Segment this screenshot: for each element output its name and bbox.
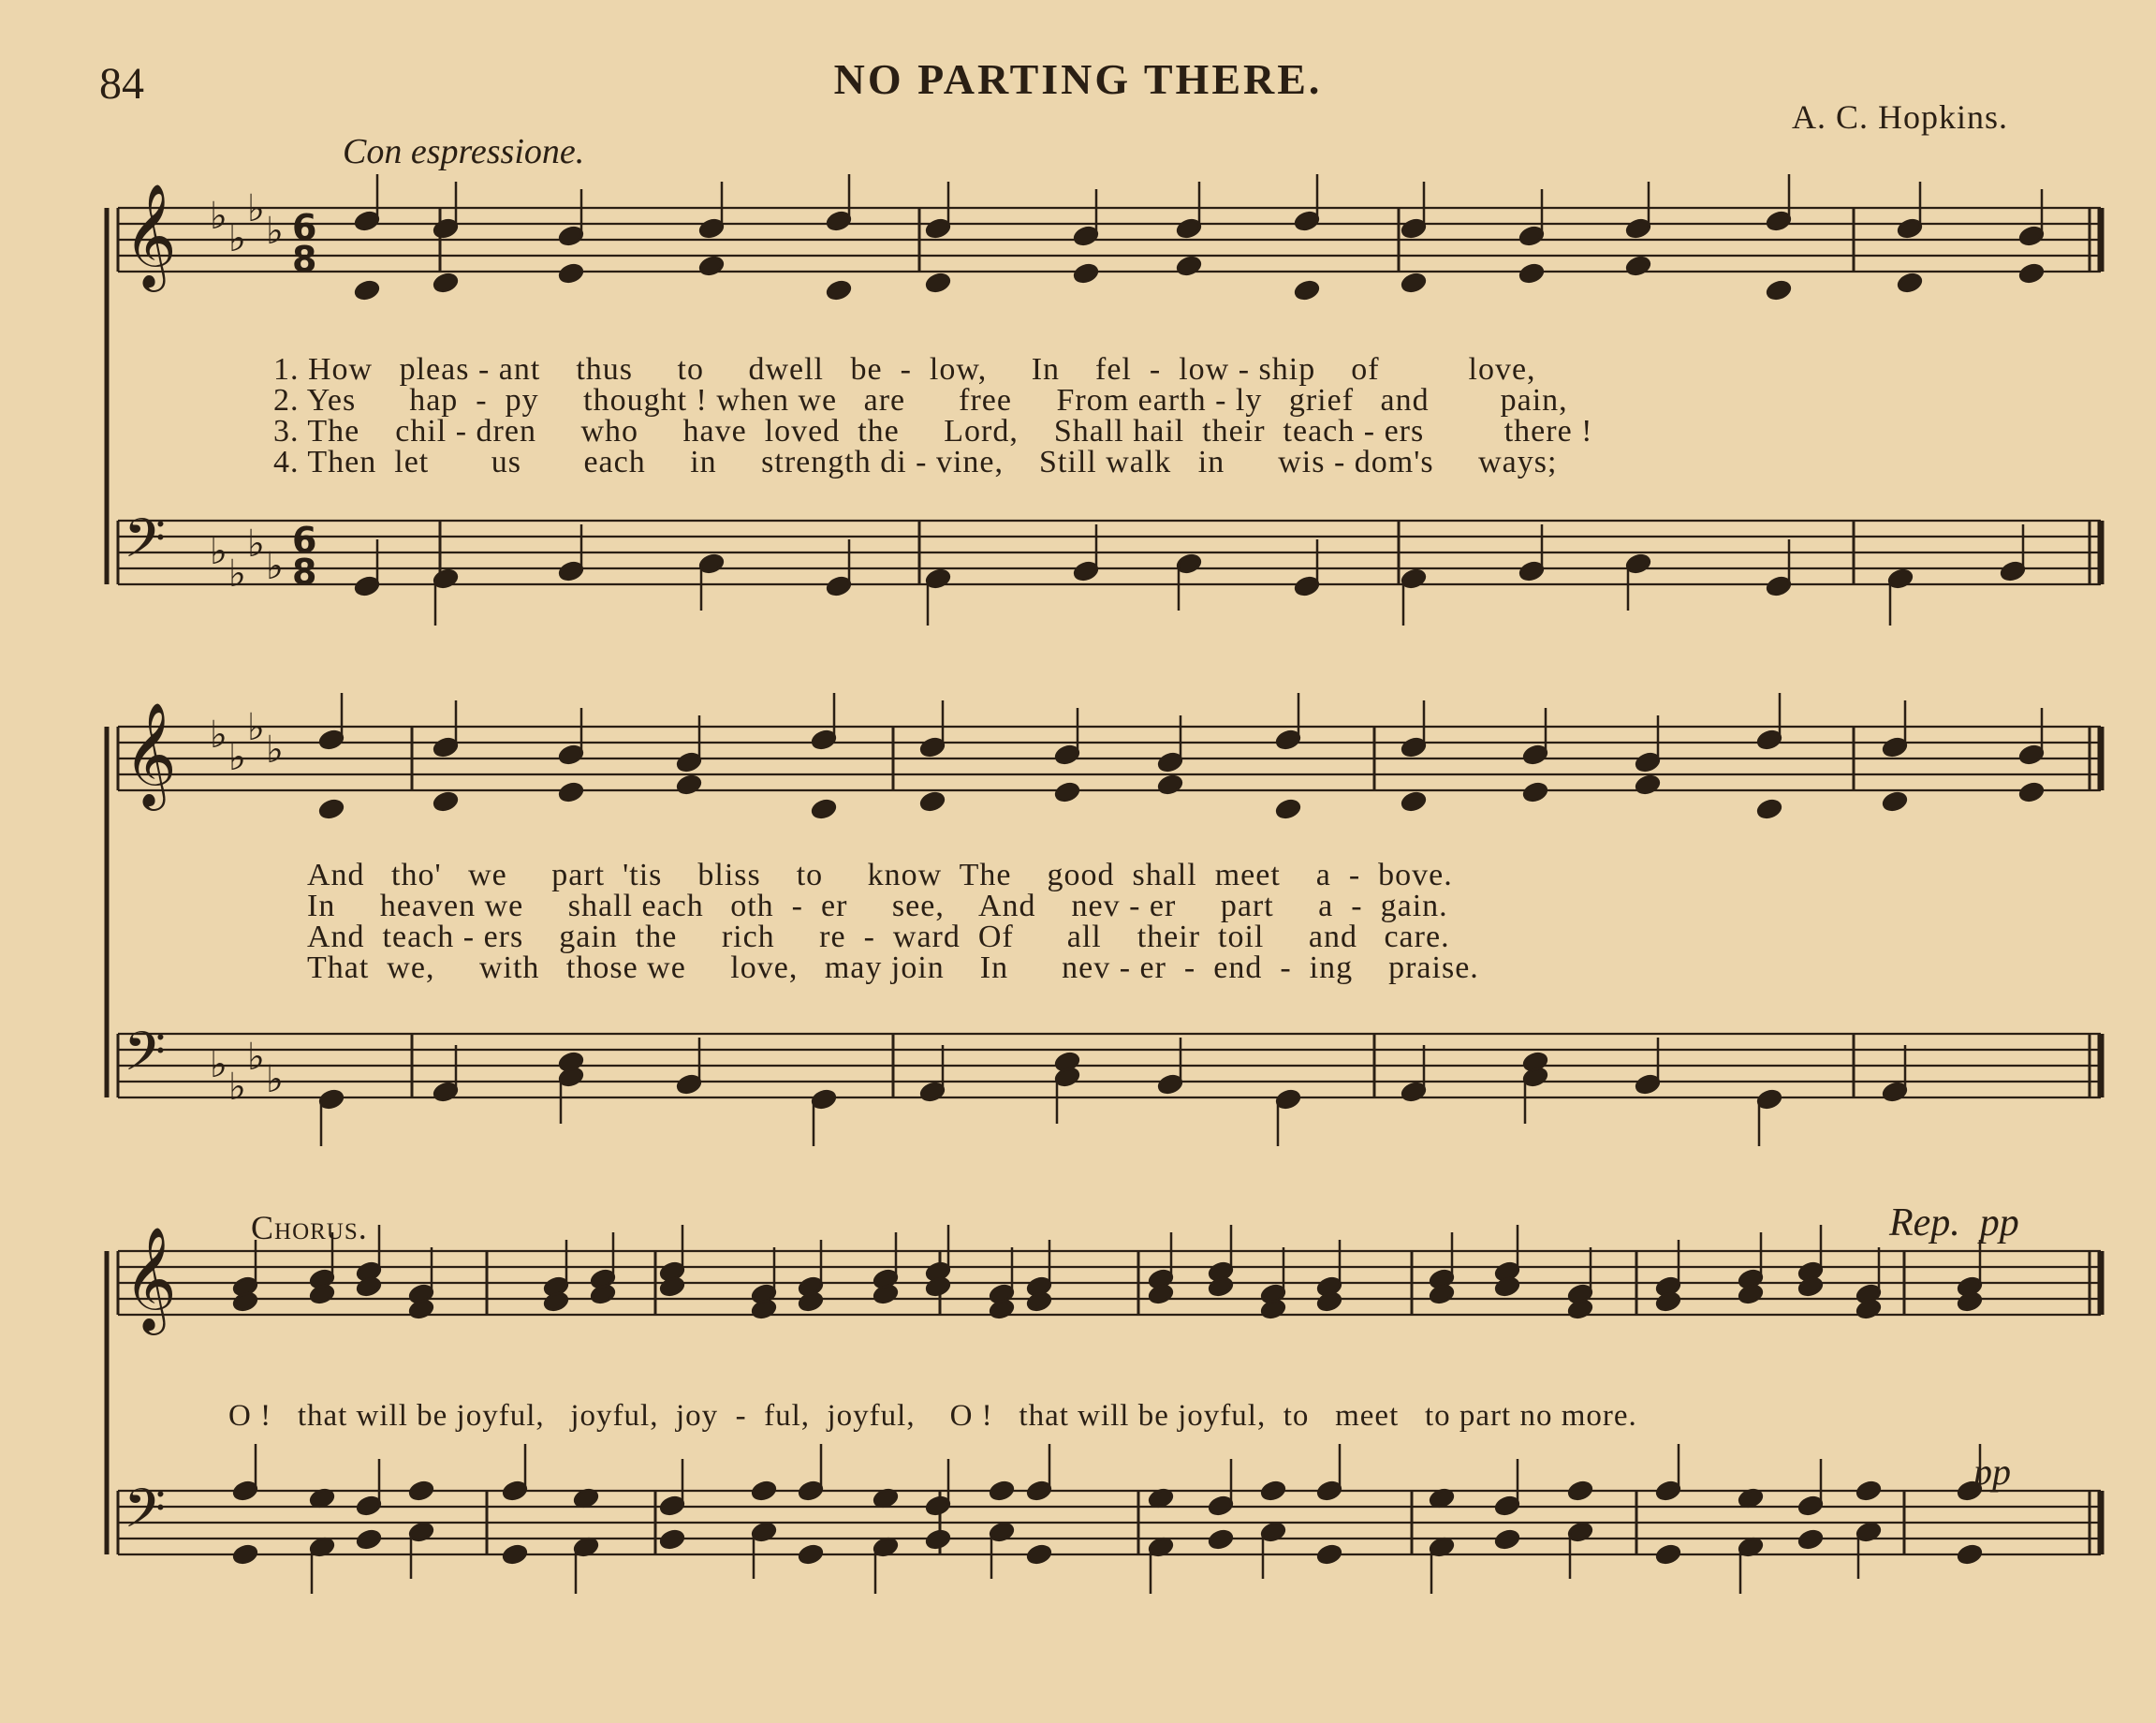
bass-clef-icon: 𝄢 bbox=[124, 507, 167, 583]
hymn-title: NO PARTING THERE. bbox=[833, 55, 1323, 103]
notehead bbox=[925, 272, 951, 293]
notehead bbox=[356, 1528, 382, 1550]
verse-line: That we, with those we love, may join In nev - er - end - ing praise. bbox=[307, 950, 1479, 985]
notehead bbox=[1882, 790, 1908, 812]
notehead bbox=[1625, 255, 1651, 276]
time-signature: 6 bbox=[292, 207, 317, 248]
repeat-marking: Rep. pp bbox=[1889, 1201, 2019, 1244]
notehead bbox=[433, 272, 459, 293]
composer-credit: A. C. Hopkins. bbox=[1791, 98, 2008, 136]
flat-icon: ♭ bbox=[210, 714, 227, 757]
tempo-marking: Con espressione. bbox=[343, 132, 585, 171]
flat-icon: ♭ bbox=[210, 530, 227, 573]
notehead bbox=[1401, 790, 1427, 812]
flat-icon: ♭ bbox=[266, 210, 284, 253]
notehead bbox=[318, 798, 345, 819]
notehead bbox=[676, 773, 702, 795]
notehead bbox=[1766, 279, 1792, 301]
notehead bbox=[433, 790, 459, 812]
notehead bbox=[1054, 781, 1080, 803]
treble-clef-icon: 𝄞 bbox=[124, 701, 177, 806]
notehead bbox=[354, 279, 380, 301]
verse-line: And teach - ers gain the rich re - ward Of all their toil and care. bbox=[307, 920, 1450, 954]
notehead bbox=[502, 1543, 528, 1565]
verse-line: 2. Yes hap - py thought ! when we are free From earth - ly grief and pain, bbox=[273, 383, 1568, 418]
notehead bbox=[1655, 1543, 1681, 1565]
flat-icon: ♭ bbox=[247, 523, 265, 566]
notehead bbox=[1176, 255, 1202, 276]
notehead bbox=[1522, 781, 1548, 803]
notehead bbox=[698, 255, 725, 276]
flat-icon: ♭ bbox=[247, 1036, 265, 1079]
notehead bbox=[989, 1480, 1015, 1501]
time-signature: 8 bbox=[292, 239, 317, 280]
notehead bbox=[2018, 262, 2045, 284]
notehead bbox=[826, 279, 852, 301]
notehead bbox=[558, 781, 584, 803]
notehead bbox=[1316, 1543, 1342, 1565]
notehead bbox=[1401, 272, 1427, 293]
verse-line: And tho' we part 'tis bliss to know The good shall meet a - bove. bbox=[307, 858, 1453, 892]
flat-icon: ♭ bbox=[266, 545, 284, 588]
notehead bbox=[1294, 279, 1320, 301]
flat-icon: ♭ bbox=[228, 217, 246, 260]
notehead bbox=[408, 1480, 434, 1501]
flat-icon: ♭ bbox=[228, 736, 246, 779]
notehead bbox=[1073, 262, 1099, 284]
notehead bbox=[558, 262, 584, 284]
notehead bbox=[751, 1480, 777, 1501]
verse-line: 3. The chil - dren who have loved the Lord, Shall hail their teach - ers there ! bbox=[273, 414, 1593, 449]
verse-line: In heaven we shall each oth - er see, And nev - er part a - gain. bbox=[307, 889, 1448, 923]
notehead bbox=[919, 790, 946, 812]
chorus-lyric: O ! that will be joyful, joyful, joy - ful, joyful, O ! that will be joyful, to meet to part no more. bbox=[228, 1399, 1637, 1433]
notehead bbox=[925, 1528, 951, 1550]
flat-icon: ♭ bbox=[247, 706, 265, 749]
verse-line: 4. Then let us each in strength di - vine, Still walk in wis - dom's ways; bbox=[273, 445, 1558, 479]
time-signature: 6 bbox=[292, 520, 317, 561]
verse-line: 1. How pleas - ant thus to dwell be - low, In fel - low - ship of love, bbox=[273, 352, 1536, 387]
clefs bbox=[124, 183, 177, 1554]
notehead bbox=[1275, 798, 1301, 819]
notehead bbox=[1957, 1543, 1983, 1565]
notehead bbox=[1797, 1528, 1824, 1550]
treble-clef-icon: 𝄞 bbox=[124, 1226, 177, 1331]
dynamic-marking: pp bbox=[1979, 1201, 2019, 1244]
flat-icon: ♭ bbox=[228, 1066, 246, 1109]
flat-icon: ♭ bbox=[266, 729, 284, 772]
notehead bbox=[232, 1543, 258, 1565]
notehead bbox=[1897, 272, 1923, 293]
flat-icon: ♭ bbox=[247, 187, 265, 230]
notehead bbox=[1494, 1528, 1520, 1550]
bass-clef-icon: 𝄢 bbox=[124, 1020, 167, 1097]
notehead bbox=[1208, 1528, 1234, 1550]
notehead bbox=[1567, 1480, 1593, 1501]
flat-icon: ♭ bbox=[266, 1058, 284, 1101]
notehead bbox=[1260, 1480, 1286, 1501]
chorus-label: Chorus. bbox=[251, 1209, 368, 1246]
page-number: 84 bbox=[99, 59, 144, 109]
key-signatures bbox=[210, 187, 316, 1109]
treble-clef-icon: 𝄞 bbox=[124, 183, 177, 287]
notehead bbox=[1157, 773, 1183, 795]
notehead bbox=[2018, 781, 2045, 803]
notehead bbox=[1756, 798, 1782, 819]
bass-clef-icon: 𝄢 bbox=[124, 1477, 167, 1554]
notehead bbox=[798, 1543, 824, 1565]
notehead bbox=[1635, 773, 1661, 795]
notehead bbox=[659, 1528, 685, 1550]
notehead bbox=[1026, 1543, 1052, 1565]
notehead bbox=[1855, 1480, 1882, 1501]
flat-icon: ♭ bbox=[228, 552, 246, 596]
dynamic-marking: pp bbox=[1973, 1451, 2011, 1493]
flat-icon: ♭ bbox=[210, 195, 227, 238]
notehead bbox=[1518, 262, 1545, 284]
time-signature: 8 bbox=[292, 552, 317, 593]
flat-icon: ♭ bbox=[210, 1043, 227, 1086]
notehead bbox=[811, 798, 837, 819]
